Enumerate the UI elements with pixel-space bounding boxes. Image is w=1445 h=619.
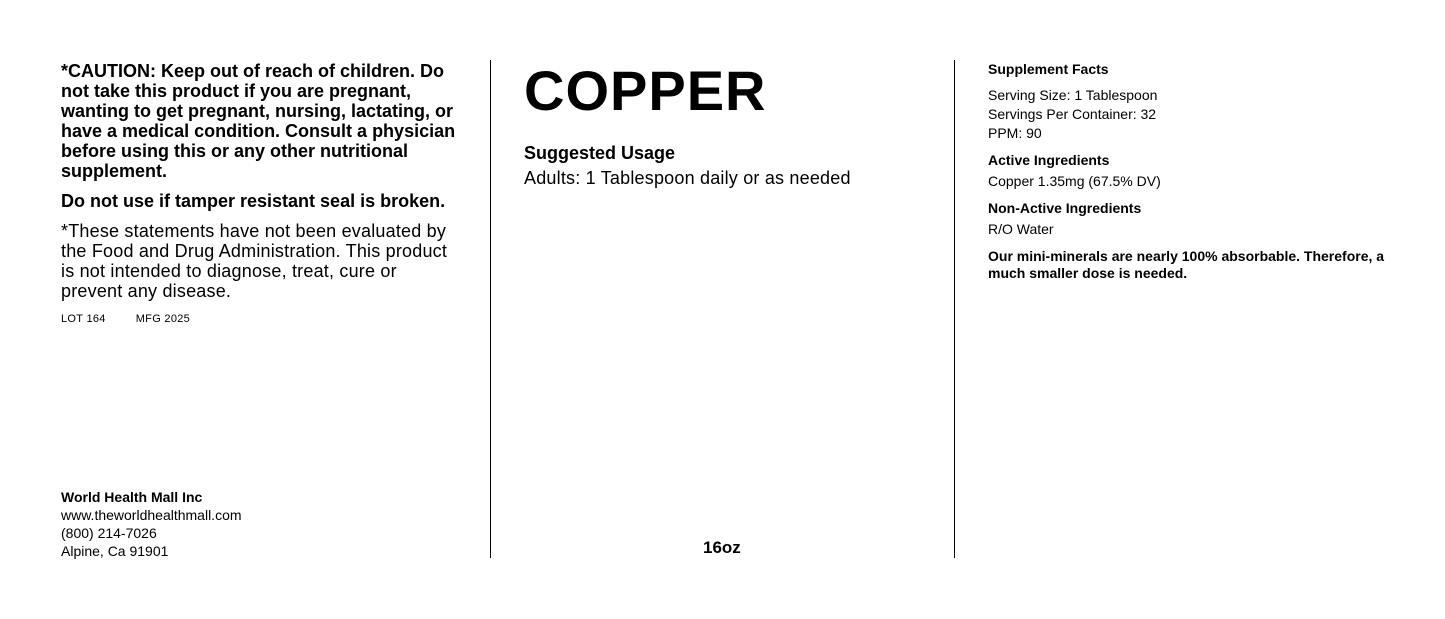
serving-size: Serving Size: 1 Tablespoon [988, 87, 1158, 103]
supplement-facts-panel [988, 60, 1388, 282]
usage-text: Adults: 1 Tablespoon daily or as needed [524, 168, 851, 188]
lot-row [61, 313, 461, 325]
warnings-panel [61, 61, 461, 325]
servings-per-container: Servings Per Container: 32 [988, 106, 1157, 122]
tamper-warning: Do not use if tamper resistant seal is broken. [61, 191, 446, 211]
company-phone: (800) 214-7026 [61, 525, 157, 541]
product-title: COPPER [524, 59, 767, 122]
divider-right [954, 60, 955, 558]
facts-heading: Supplement Facts [988, 61, 1109, 77]
nonactive-ingredients-heading: Non-Active Ingredients [988, 200, 1142, 216]
company-name: World Health Mall Inc [61, 489, 203, 505]
absorbability-note: Our mini-minerals are nearly 100% absorbable. Therefore, a much smaller dose is needed. [988, 248, 1385, 281]
nonactive-ingredient: R/O Water [988, 221, 1054, 237]
active-ingredient: Copper 1.35mg (67.5% DV) [988, 173, 1161, 189]
divider-left [490, 60, 491, 558]
active-ingredients-heading: Active Ingredients [988, 152, 1110, 168]
mfg-year: MFG 2025 [135, 313, 191, 325]
company-info [61, 488, 242, 560]
fda-disclaimer: *These statements have not been evaluated by the Food and Drug Administration. This product is not intended to diagnose, treat, cure or prevent any disease. [61, 221, 448, 301]
company-address: Alpine, Ca 91901 [61, 543, 169, 559]
size-label: 16oz [703, 538, 741, 557]
lot-number: LOT 164 [61, 313, 106, 325]
usage-heading: Suggested Usage [524, 143, 676, 163]
ppm: PPM: 90 [988, 125, 1042, 141]
company-website: www.theworldhealthmall.com [61, 507, 242, 523]
caution-warning: *CAUTION: Keep out of reach of children. Do not take this product if you are pregnant, wanting to get pregnant, nursing, lactating, or have a medical condition. Consult a physician before using this or any other nutritional supplement. [61, 61, 456, 181]
